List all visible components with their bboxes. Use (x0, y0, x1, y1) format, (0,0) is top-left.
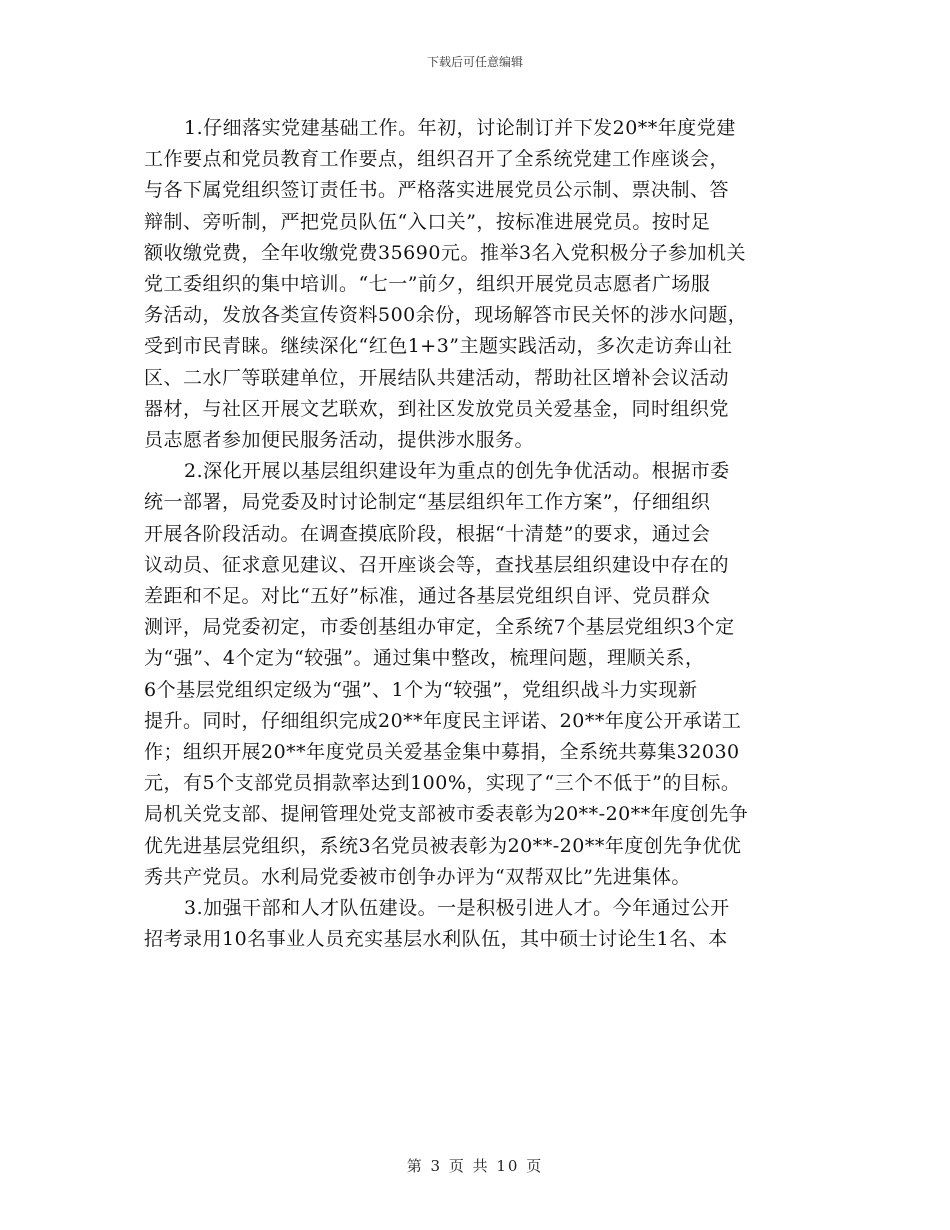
text-line: 测评，局党委初定，市委创基组办审定，全系统7个基层党组织3个定 (144, 616, 735, 639)
text-line: 统一部署，局党委及时讨论制定“基层组织年工作方案”，仔细组织 (144, 491, 711, 514)
text-line: 为“强”、4个定为“较强”。通过集中整改，梳理问题，理顺关系， (144, 647, 705, 670)
text-line: 元，有5个支部党员捐款率达到100%，实现了“三个不低于”的目标。 (144, 772, 741, 795)
page-header-note: 下载后可任意编辑 (426, 55, 523, 69)
text-line: 与各下属党组织签订责任书。严格落实进展党员公示制、票决制、答 (144, 179, 730, 202)
paragraph-1 (144, 113, 824, 456)
text-line: 秀共产党员。水利局党委被市创争办评为“双帮双比”先进集体。 (144, 865, 691, 888)
document-body (144, 113, 824, 955)
text-line: 区、二水厂等联建单位，开展结队共建活动，帮助社区增补会议活动 (144, 366, 730, 389)
text-line: 1.仔细落实党建基础工作。年初，讨论制订并下发20**年度党建 (184, 117, 736, 139)
text-line: 辩制、旁听制，严把党员队伍“入口关”，按标准进展党员。按时足 (144, 210, 711, 233)
text-line: 作；组织开展20**年度党员关爱基金集中募捐，全系统共募集32030 (144, 741, 740, 764)
page-number: 第 3 页 共 10 页 (406, 1157, 544, 1175)
text-line: 优先进基层党组织，系统3名党员被表彰为20**-20**年度创先争优优 (144, 834, 742, 857)
text-line: 6个基层党组织定级为“强”、1个为“较强”，党组织战斗力实现新 (144, 678, 698, 701)
text-line: 提升。同时，仔细组织完成20**年度民主评诺、20**年度公开承诺工 (144, 709, 742, 732)
text-line: 受到市民青睐。继续深化“红色1+3”主题实践活动，多次走访奔山社 (144, 335, 733, 358)
text-line: 器材，与社区开展文艺联欢，到社区发放党员关爱基金，同时组织党 (144, 397, 730, 420)
text-line: 局机关党支部、提闸管理处党支部被市委表彰为20**-20**年度创先争 (144, 803, 749, 826)
text-line: 员志愿者参加便民服务活动，提供涉水服务。 (144, 429, 535, 452)
text-line: 工作要点和党员教育工作要点，组织召开了全系统党建工作座谈会， (144, 148, 730, 171)
text-line: 招考录用10名事业人员充实基层水利队伍，其中硕士讨论生1名、本 (144, 928, 728, 951)
text-line: 务活动，发放各类宣传资料500余份，现场解答市民关怀的涉水问题， (144, 304, 748, 327)
text-line: 额收缴党费，全年收缴党费35690元。推举3名入党积极分子参加机关 (144, 241, 747, 264)
text-line: 议动员、征求意见建议、召开座谈会等，查找基层组织建设中存在的 (144, 553, 730, 576)
text-line: 党工委组织的集中培训。“七一”前夕，组织开展党员志愿者广场服 (144, 273, 711, 296)
text-line: 3.加强干部和人才队伍建设。一是积极引进人才。今年通过公开 (184, 897, 730, 920)
text-line: 差距和不足。对比“五好”标准，通过各基层党组织自评、党员群众 (144, 585, 711, 608)
text-line: 2.深化开展以基层组织建设年为重点的创先争优活动。根据市委 (184, 460, 730, 483)
text-line: 开展各阶段活动。在调查摸底阶段，根据“十清楚”的要求，通过会 (144, 522, 711, 545)
paragraph-3 (144, 893, 824, 955)
paragraph-2 (144, 456, 824, 893)
